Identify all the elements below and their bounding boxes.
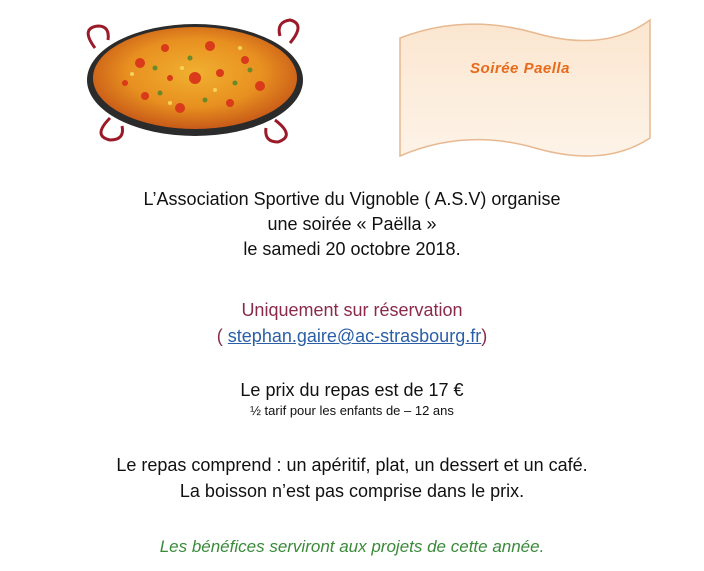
price-children: ½ tarif pour les enfants de – 12 ans xyxy=(250,403,454,418)
reservation-email-link[interactable]: stephan.gaire@ac-strasbourg.fr xyxy=(227,326,482,346)
open-paren: ( xyxy=(216,326,228,346)
price-block xyxy=(0,378,704,420)
banner-scroll-shape xyxy=(395,8,675,163)
banner-title: Soirée Paella xyxy=(470,60,570,77)
intro-line-3: le samedi 20 octobre 2018. xyxy=(243,239,461,259)
price-main: Le prix du repas est de 17 € xyxy=(240,380,464,400)
intro-block xyxy=(0,187,704,262)
meal-block xyxy=(0,452,704,504)
reservation-title: Uniquement sur réservation xyxy=(241,300,463,320)
intro-line-2: une soirée « Paëlla » xyxy=(267,214,437,234)
reservation-email-row xyxy=(0,323,704,349)
close-paren: ) xyxy=(481,326,488,346)
paella-pan-image xyxy=(70,8,320,153)
reservation-block xyxy=(0,297,704,349)
intro-line-1: L’Association Sportive du Vignoble ( A.S.V) organise xyxy=(143,189,561,209)
benefits-note: Les bénéfices serviront aux projets de cette année. xyxy=(159,537,545,556)
meal-line-2: La boisson n’est pas comprise dans le prix. xyxy=(179,481,525,501)
meal-line-1: Le repas comprend : un apéritif, plat, un dessert et un café. xyxy=(116,455,588,475)
